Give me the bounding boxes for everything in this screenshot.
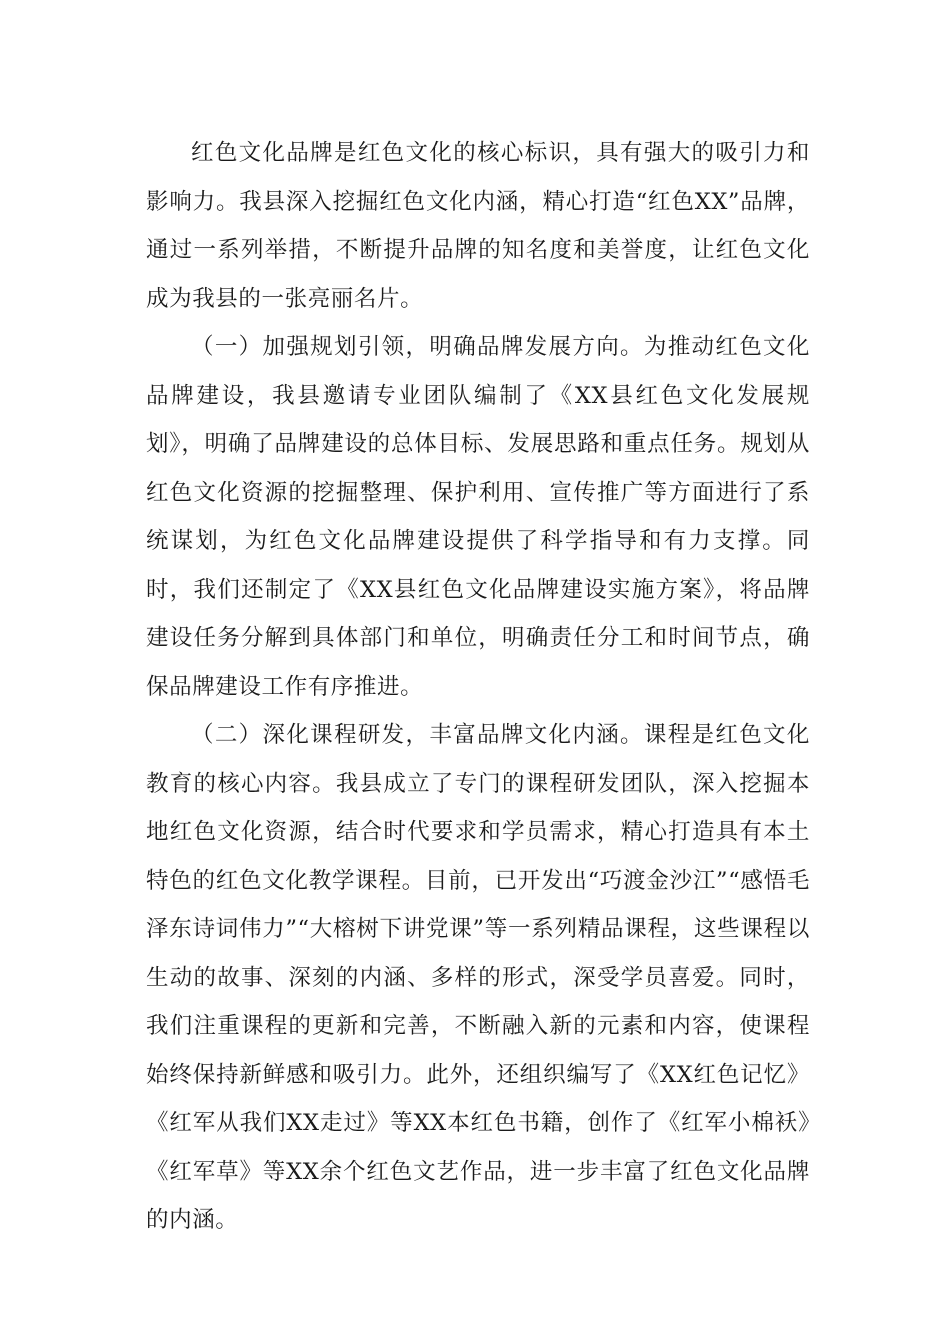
paragraph-section-2: （二）深化课程研发，丰富品牌文化内涵。课程是红色文化教育的核心内容。我县成立了专门的课程研发团队，深入挖掘本地红色文化资源，结合时代要求和学员需求，精心打造具有本土特色的红色文化教学课程。目前，已开发出“巧渡金沙江”“感悟毛泽东诗词伟力”“大榕树下讲党课”等一系列精品课程，这些课程以生动的故事、深刻的内涵、多样的形式，深受学员喜爱。同时，我们注重课程的更新和完善，不断融入新的元素和内容，使课程始终保持新鲜感和吸引力。此外，还组织编写了《XX红色记忆》《红军从我们XX走过》等XX本红色书籍，创作了《红军小棉袄》《红军草》等XX余个红色文艺作品，进一步丰富了红色文化品牌的内涵。 [146,722,810,1233]
document-body [146,129,810,1245]
paragraph-intro: 红色文化品牌是红色文化的核心标识，具有强大的吸引力和影响力。我县深入挖掘红色文化内涵，精心打造“红色XX”品牌，通过一系列举措，不断提升品牌的知名度和美誉度，让红色文化成为我县的一张亮丽名片。 [146,140,810,312]
paragraph-section-1: （一）加强规划引领，明确品牌发展方向。为推动红色文化品牌建设，我县邀请专业团队编制了《XX县红色文化发展规划》，明确了品牌建设的总体目标、发展思路和重点任务。规划从红色文化资源的挖掘整理、保护利用、宣传推广等方面进行了系统谋划，为红色文化品牌建设提供了科学指导和有力支撑。同时，我们还制定了《XX县红色文化品牌建设实施方案》，将品牌建设任务分解到具体部门和单位，明确责任分工和时间节点，确保品牌建设工作有序推进。 [146,334,810,700]
